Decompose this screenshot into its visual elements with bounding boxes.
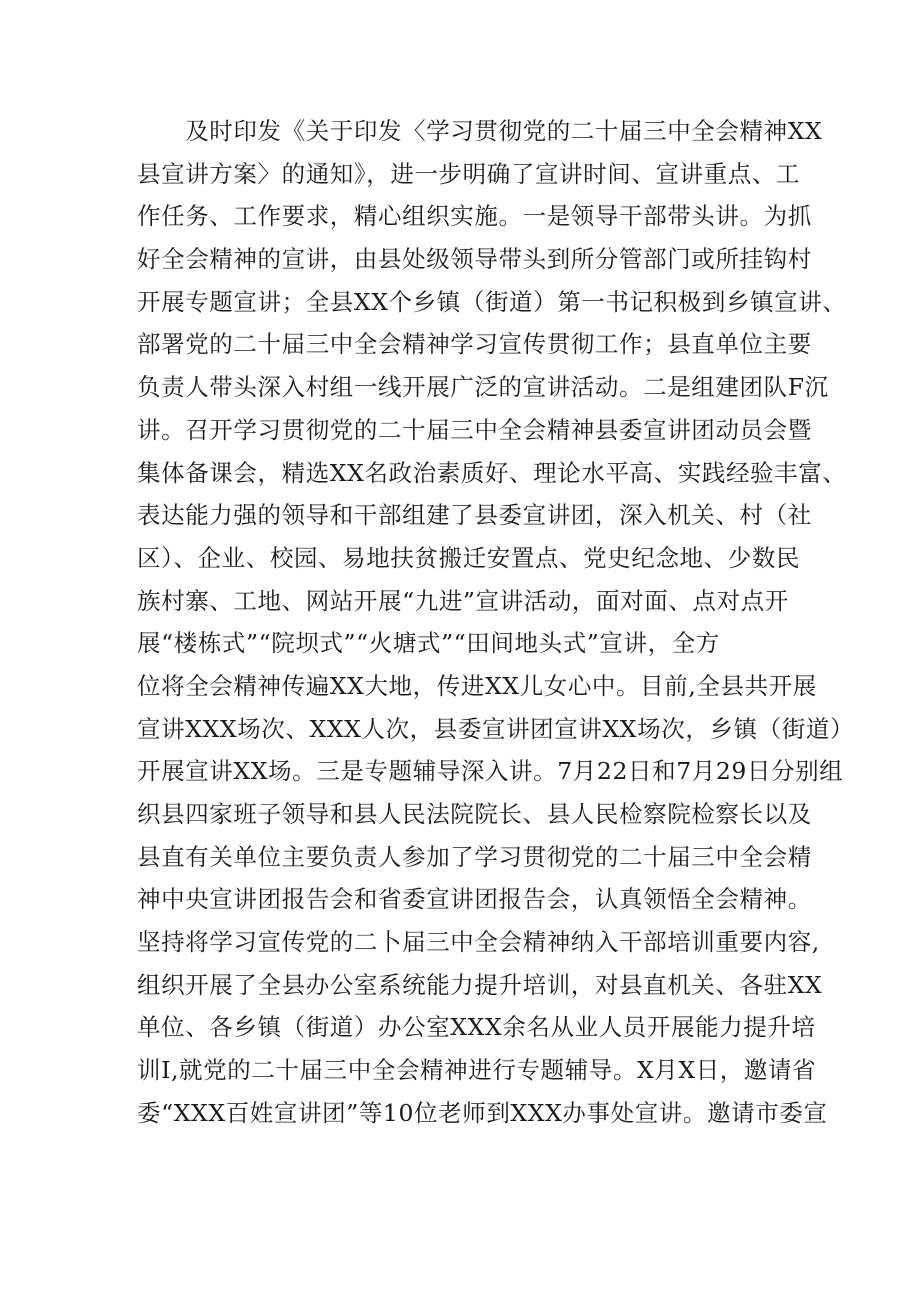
body-paragraph — [137, 110, 855, 1135]
text-line: 县直有关单位主要负责人参加了学习贯彻党的二十届三中全会精 — [137, 842, 812, 871]
text-line: 位将全会精神传遍XX大地，传进XX儿女心中。目前,全县共开展 — [137, 671, 817, 700]
text-line: 部署党的二十届三中全会精神学习宣传贯彻工作；县直单位主要 — [137, 330, 812, 359]
text-line: 展“楼栋式”“院坝式”“火塘式”“田间地头式”宣讲，全方 — [137, 629, 720, 658]
text-line: 集体备课会，精选XX名政治素质好、理论水平高、实践经验丰富、 — [137, 458, 847, 487]
text-line: 神中央宣讲团报告会和省委宣讲团报告会，认真领悟全会精神。 — [137, 885, 812, 914]
text-line: 织县四家班子领导和县人民法院院长、县人民检察院检察长以及 — [137, 800, 812, 828]
text-line: 宣讲XXX场次、XXX人次，县委宣讲团宣讲XX场次，乡镇（街道） — [137, 714, 855, 743]
text-line: 委“XXX百姓宣讲团”等10位老师到XXX办事处宣讲。邀请市委宣 — [137, 1098, 828, 1127]
text-line: 县宣讲方案〉的通知》，进一步明确了宣讲时间、宣讲重点、工 — [137, 159, 801, 188]
text-line: 坚持将学习宣传党的二卜届三中全会精神纳入干部培训重要内容, — [137, 928, 820, 957]
text-line: 开展宣讲XX场。三是专题辅导深入讲。7月22日和7月29日分别组 — [137, 757, 844, 786]
text-line: 讲。召开学习贯彻党的二十届三中全会精神县委宣讲团动员会暨 — [137, 415, 812, 444]
text-line: 训I,就党的二十届三中全会精神进行专题辅导。X月X日，邀请省 — [137, 1056, 817, 1085]
text-line: 好全会精神的宣讲，由县处级领导带头到所分管部门或所挂钩村 — [137, 245, 812, 274]
text-line: 负责人带头深入村组一线开展广泛的宣讲活动。二是组建团队F沉 — [137, 373, 829, 402]
text-line: 区）、企业、校园、易地扶贫搬迁安置点、党史纪念地、少数民 — [137, 543, 801, 572]
text-line: 表达能力强的领导和干部组建了县委宣讲团，深入机关、村（社 — [137, 501, 812, 530]
text-line: 单位、各乡镇（街道）办公室XXX余名从业人员开展能力提升培 — [137, 1013, 816, 1042]
text-line: 及时印发《关于印发〈学习贯彻党的二十届三中全会精神XX — [137, 117, 823, 145]
text-line: 族村寨、工地、网站开展“九进”宣讲活动，面对面、点对点开 — [137, 586, 789, 615]
text-line: 组织开展了全县办公室系统能力提升培训，对县直机关、各驻XX — [137, 970, 823, 999]
text-line: 开展专题宣讲；全县XX个乡镇（街道）第一书记积极到乡镇宣讲、 — [137, 287, 847, 316]
text-line: 作任务、工作要求，精心组织实施。一是领导干部带头讲。为抓 — [137, 202, 812, 231]
